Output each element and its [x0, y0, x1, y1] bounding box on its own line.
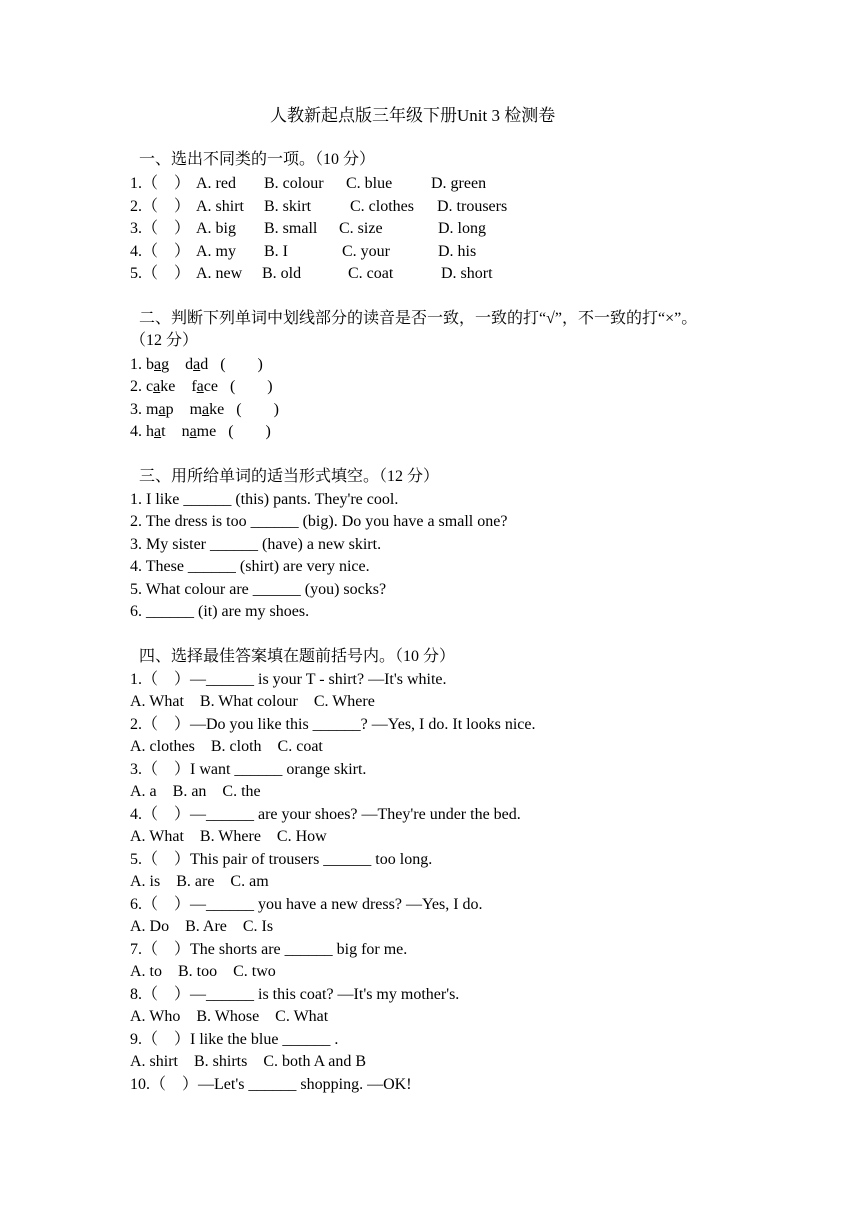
- list-item: 6. ______ (it) are my shoes.: [130, 603, 310, 620]
- options-line: A. is B. are C. am: [130, 873, 269, 890]
- options-line: A. Who B. Whose C. What: [130, 1008, 329, 1025]
- page-title: 人教新起点版三年级下册Unit 3 检测卷: [270, 106, 556, 125]
- options-line: A. What B. Where C. How: [130, 828, 327, 845]
- options-line: A. clothes B. cloth C. coat: [130, 738, 323, 755]
- section-3-heading: 三、用所给单词的适当形式填空。（12 分）: [139, 468, 440, 485]
- list-item: 4. hat name ( ): [130, 423, 271, 440]
- options-line: A. Do B. Are C. Is: [130, 918, 274, 935]
- options-line: A. shirt B. shirts C. both A and B: [130, 1053, 367, 1070]
- list-item: 3. My sister ______ (have) a new skirt.: [130, 536, 382, 553]
- list-item: 2. cake face ( ): [130, 378, 273, 395]
- section-1-heading: 一、选出不同类的一项。（10 分）: [139, 151, 376, 168]
- list-item: 5. What colour are ______ (you) socks?: [130, 581, 387, 598]
- list-item: 1. I like ______ (this) pants. They're cool.: [130, 491, 399, 508]
- question-line: 1.（ ）—______ is your T - shirt? —It's white.: [130, 671, 447, 688]
- question-line: 6.（ ）—______ you have a new dress? —Yes, I do.: [130, 896, 483, 913]
- list-item: 2. The dress is too ______ (big). Do you have a small one?: [130, 513, 508, 530]
- list-item: 1. bag dad ( ): [130, 356, 263, 373]
- question-line: 4.（ ）—______ are your shoes? —They're under the bed.: [130, 806, 521, 823]
- question-line: 5.（ ）This pair of trousers ______ too long.: [130, 851, 433, 868]
- question-line: 2.（ ）—Do you like this ______? —Yes, I do. It looks nice.: [130, 716, 536, 733]
- list-item: 3. map make ( ): [130, 401, 279, 418]
- question-line: 3.（ ）I want ______ orange skirt.: [130, 761, 367, 778]
- question-line: 8.（ ）—______ is this coat? —It's my mother's.: [130, 986, 460, 1003]
- section-2-score: （12 分）: [130, 332, 199, 349]
- section-2-heading: 二、判断下列单词中划线部分的读音是否一致，一致的打“√”，不一致的打“×”。: [139, 310, 698, 327]
- question-line: 9.（ ）I like the blue ______ .: [130, 1031, 339, 1048]
- question-line: 10.（ ）—Let's ______ shopping. —OK!: [130, 1076, 412, 1093]
- options-line: A. a B. an C. the: [130, 783, 261, 800]
- section-4-heading: 四、选择最佳答案填在题前括号内。（10 分）: [139, 648, 456, 665]
- list-item: 4. These ______ (shirt) are very nice.: [130, 558, 370, 575]
- options-line: A. to B. too C. two: [130, 963, 276, 980]
- options-line: A. What B. What colour C. Where: [130, 693, 375, 710]
- question-line: 7.（ ）The shorts are ______ big for me.: [130, 941, 408, 958]
